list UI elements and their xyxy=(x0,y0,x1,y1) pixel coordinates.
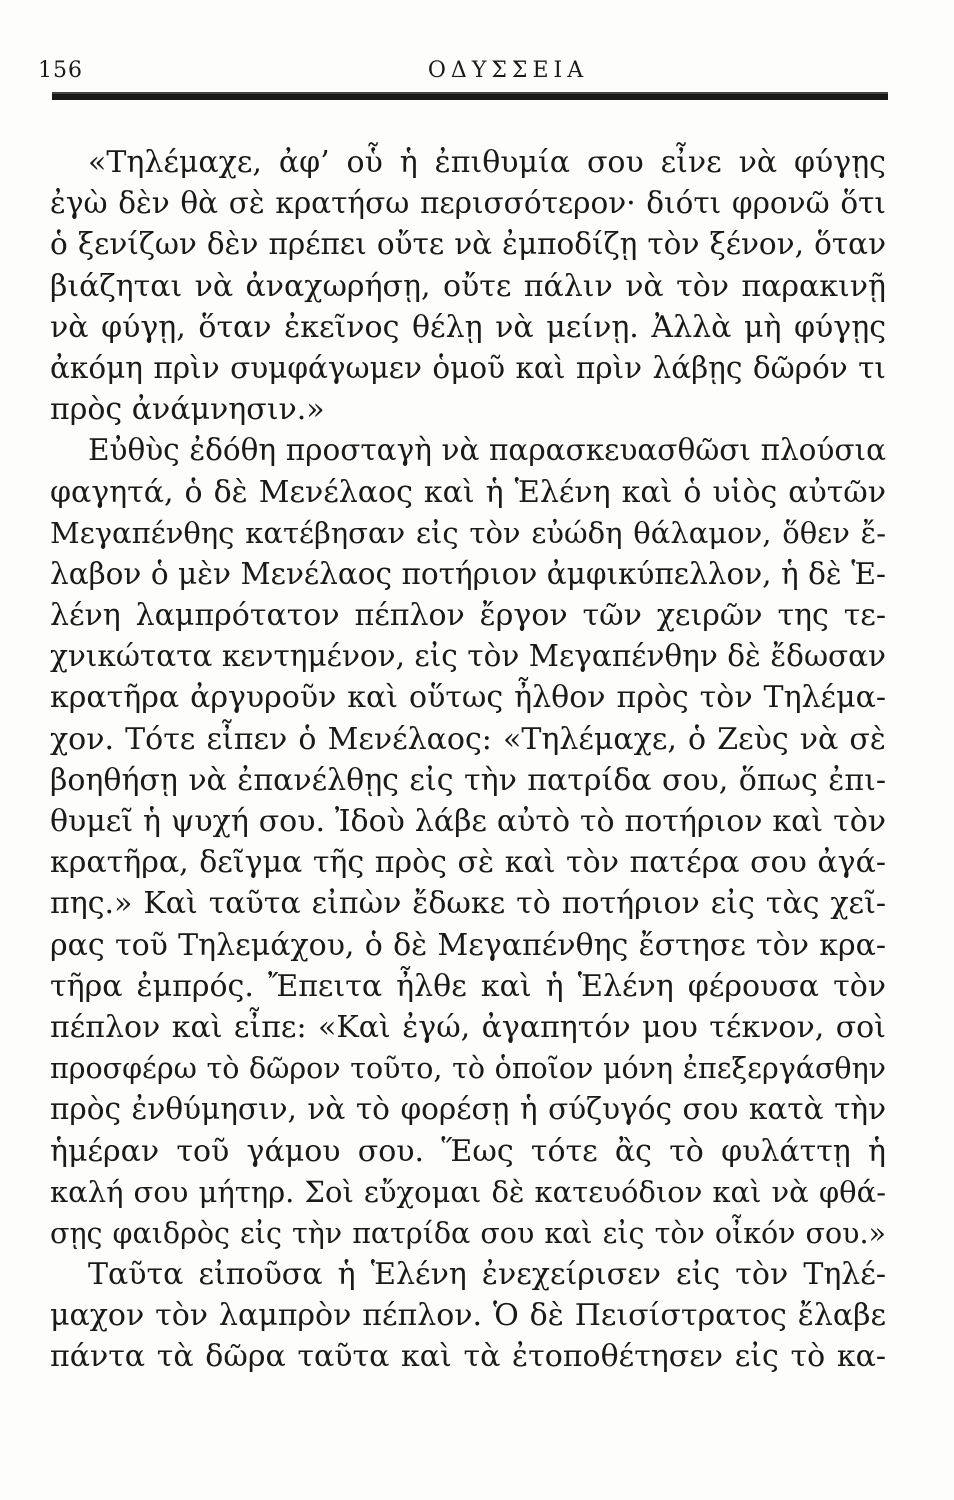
text-line: πέπλον καὶ εἶπε: «Καὶ ἐγώ, ἀγαπητόν μου τέκνον, σοὶ xyxy=(50,1009,886,1045)
text-line: Μεγαπένθης κατέβησαν εἰς τὸν εὐώδη θάλαμον, ὅθεν ἔ- xyxy=(50,515,886,550)
text-line: βιάζηται νὰ ἀναχωρήσῃ, οὔτε πάλιν νὰ τὸν παρακινῇ xyxy=(50,268,886,304)
text-line: μαχον τὸν λαμπρὸν πέπλον. Ὁ δὲ Πεισίστρατος ἔλαβε xyxy=(50,1298,886,1334)
header-rule xyxy=(52,92,888,100)
page-header xyxy=(38,52,898,86)
text-line: λαβον ὁ μὲν Μενέλαος ποτήριον ἀμφικύπελλον, ἡ δὲ Ἑ- xyxy=(50,556,886,591)
running-title: ΟΔΥΣΣΕΙΑ xyxy=(427,58,589,83)
text-line: φαγητά, ὁ δὲ Μενέλαος καὶ ἡ Ἑλένη καὶ ὁ υἱὸς αὐτῶν xyxy=(50,474,886,510)
text-line: χον. Τότε εἶπεν ὁ Μενέλαος: «Τηλέμαχε, ὁ Ζεὺς νὰ σὲ xyxy=(50,721,886,757)
text-line: χνικώτατα κεντημένον, εἰς τὸν Μεγαπένθην δὲ ἔδωσαν xyxy=(50,639,886,674)
text-line: Εὐθὺς ἐδόθη προσταγὴ νὰ παρασκευασθῶσι πλούσια xyxy=(88,433,886,468)
body-text xyxy=(50,142,886,1378)
text-line: λένη λαμπρότατον πέπλον ἔργον τῶν χειρῶν της τε- xyxy=(50,598,886,634)
text-line: πρὸς ἐνθύμησιν, νὰ τὸ φορέσῃ ἡ σύζυγός σου κατὰ τὴν xyxy=(50,1092,886,1127)
text-line: κρατῆρα ἀργυροῦν καὶ οὕτως ἦλθον πρὸς τὸν Τηλέμα- xyxy=(50,680,886,716)
text-line: πρὸς ἀνάμνησιν.» xyxy=(50,392,325,428)
text-line: πης.» Καὶ ταῦτα εἰπὼν ἔδωκε τὸ ποτήριον εἰς τὰς χεῖ- xyxy=(50,886,886,922)
text-line: νὰ φύγῃ, ὅταν ἐκεῖνος θέλῃ νὰ μείνῃ. Ἀλλὰ μὴ φύγῃς xyxy=(50,309,886,345)
page-number: 156 xyxy=(38,58,83,83)
text-line: ρας τοῦ Τηλεμάχου, ὁ δὲ Μεγαπένθης ἔστησε τὸν κρα- xyxy=(50,927,886,963)
text-line: τῆρα ἐμπρός. Ἔπειτα ἦλθε καὶ ἡ Ἑλένη φέρουσα τὸν xyxy=(50,968,886,1004)
text-line: «Τηλέμαχε, ἀφ’ οὗ ἡ ἐπιθυμία σου εἶνε νὰ φύγῃς xyxy=(88,145,886,180)
text-line: βοηθήσῃ νὰ ἐπανέλθῃς εἰς τὴν πατρίδα σου, ὅπως ἐπι- xyxy=(50,762,886,798)
text-line: ὁ ξενίζων δὲν πρέπει οὔτε νὰ ἐμποδίζῃ τὸν ξένον, ὅταν xyxy=(50,227,886,262)
text-line: προσφέρω τὸ δῶρον τοῦτο, τὸ ὁποῖον μόνη ἐπεξεργάσθην xyxy=(50,1052,886,1086)
text-line: θυμεῖ ἡ ψυχή σου. Ἰδοὺ λάβε αὐτὸ τὸ ποτήριον καὶ τὸν xyxy=(50,804,886,839)
text-line: καλή σου μήτηρ. Σοὶ εὔχομαι δὲ κατευόδιον καὶ νὰ φθά- xyxy=(50,1174,886,1209)
text-line: ἐγὼ δὲν θὰ σὲ κρατήσω περισσότερον· διότι φρονῶ ὅτι xyxy=(50,186,886,221)
text-line: ἡμέραν τοῦ γάμου σου. Ἕως τότε ἂς τὸ φυλάττῃ ἡ xyxy=(50,1133,886,1169)
text-line: σῃς φαιδρὸς εἰς τὴν πατρίδα σου καὶ εἰς τὸν οἶκόν σου.» xyxy=(50,1216,886,1250)
text-line: πάντα τὰ δῶρα ταῦτα καὶ τὰ ἐτοποθέτησεν εἰς τὸ κα- xyxy=(50,1339,886,1375)
text-line: κρατῆρα, δεῖγμα τῆς πρὸς σὲ καὶ τὸν πατέρα σου ἀγά- xyxy=(50,845,886,881)
text-line: Ταῦτα εἰποῦσα ἡ Ἑλένη ἐνεχείρισεν εἰς τὸν Τηλέ- xyxy=(88,1257,886,1293)
text-line: ἀκόμη πρὶν συμφάγωμεν ὁμοῦ καὶ πρὶν λάβῃς δῶρόν τι xyxy=(50,350,886,385)
